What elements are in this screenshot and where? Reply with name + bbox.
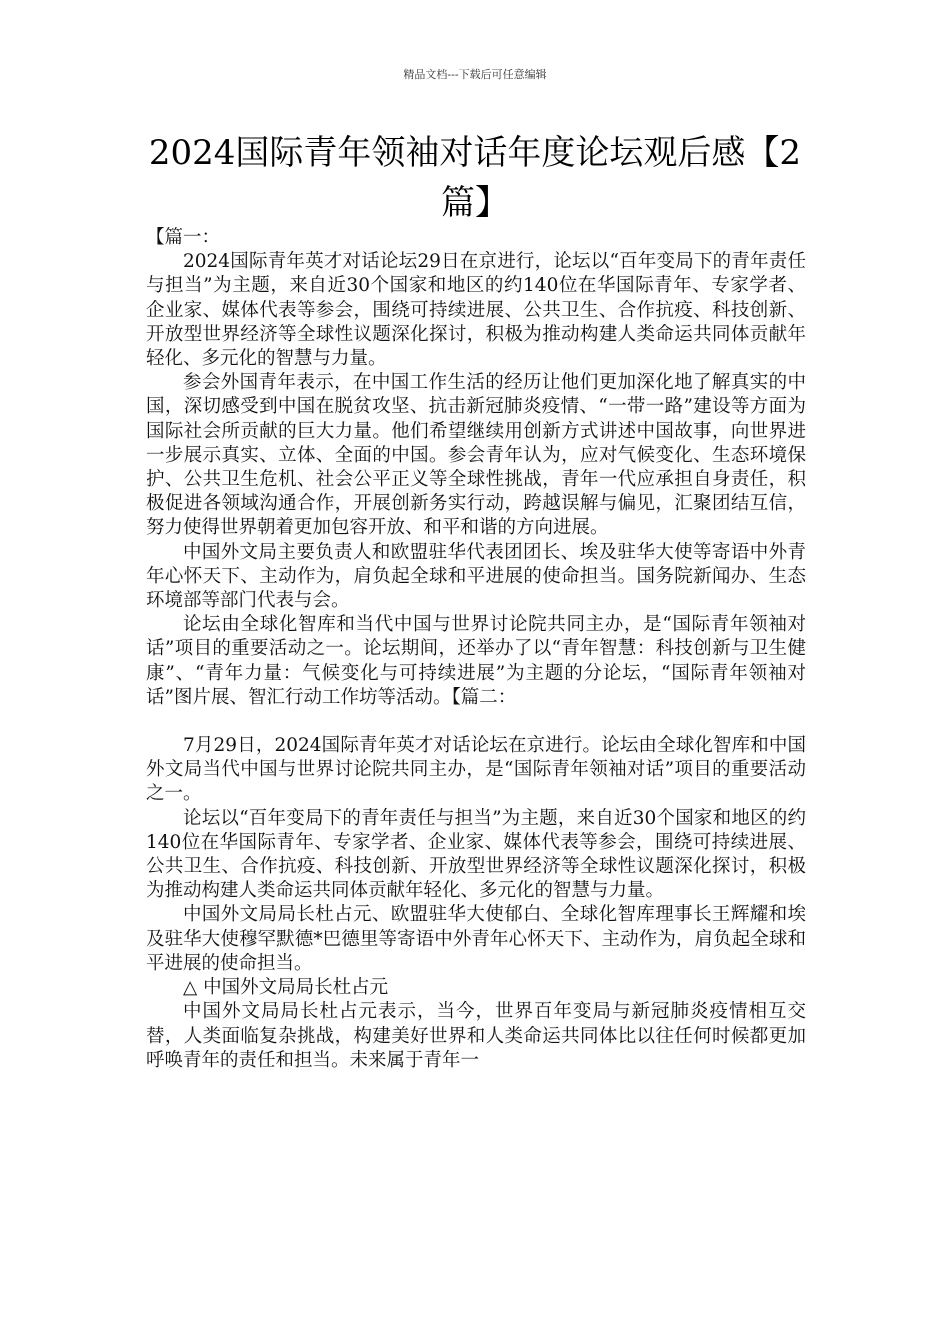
paragraph: 2024国际青年英才对话论坛29日在京进行，论坛以“百年变局下的青年责任与担当”为主题，来自近30个国家和地区的约140位在华国际青年、专家学者、企业家、媒体代表等参会，围绕可持续进展、公共卫生、合作抗疫、科技创新、开放型世界经济等全球性议题深化探讨，积极为推动构建人类命运共同体贡献年轻化、多元化的智慧与力量。: [146, 251, 806, 370]
caption: △ 中国外文局局长杜占元: [183, 977, 389, 999]
paragraph: 中国外文局局长杜占元表示，当今，世界百年变局与新冠肺炎疫情相互交替，人类面临复杂挑战，构建美好世界和人类命运共同体比以往任何时候都更加呼唤青年的责任和担当。未来属于青年一: [146, 1001, 806, 1071]
paragraph: 参会外国青年表示，在中国工作生活的经历让他们更加深化地了解真实的中国，深切感受到中国在脱贫攻坚、抗击新冠肺炎疫情、“一带一路”建设等方面为国际社会所贡献的巨大力量。他们希望继续用创新方式讲述中国故事，向世界进一步展示真实、立体、全面的中国。参会青年认为，应对气候变化、生态环境保护、公共卫生危机、社会公平正义等全球性挑战，青年一代应承担自身责任，积极促进各领域沟通合作，开展创新务实行动，跨越误解与偏见，汇聚团结互信，努力使得世界朝着更加包容开放、和平和谐的方向进展。: [146, 372, 806, 539]
document-title: 2024国际青年领袖对话年度论坛观后感【2篇】: [148, 133, 802, 223]
paragraph: 论坛由全球化智库和当代中国与世界讨论院共同主办，是“国际青年领袖对话”项目的重要活动之一。论坛期间，还举办了以“青年智慧：科技创新与卫生健康”、“青年力量：气候变化与可持续进展”为主题的分论坛，“国际青年领袖对话”图片展、智汇行动工作坊等活动。【篇二：: [146, 614, 806, 708]
section-label: 【篇一：: [146, 227, 221, 248]
paragraph: 7月29日，2024国际青年英才对话论坛在京进行。论坛由全球化智库和中国外文局当代中国与世界讨论院共同主办，是“国际青年领袖对话”项目的重要活动之一。: [146, 735, 806, 805]
paragraph: 中国外文局主要负责人和欧盟驻华代表团团长、埃及驻华大使等寄语中外青年心怀天下、主动作为，肩负起全球和平进展的使命担当。国务院新闻办、生态环境部等部门代表与会。: [146, 541, 806, 612]
header-note: 精品文档---下载后可任意编辑: [403, 68, 547, 81]
paragraph: 中国外文局局长杜占元、欧盟驻华大使郁白、全球化智库理事长王辉耀和埃及驻华大使穆罕默德*巴德里等寄语中外青年心怀天下、主动作为，肩负起全球和平进展的使命担当。: [146, 904, 806, 974]
paragraph: 论坛以“百年变局下的青年责任与担当”为主题，来自近30个国家和地区的约140位在华国际青年、专家学者、企业家、媒体代表等参会，围绕可持续进展、公共卫生、合作抗疫、科技创新、开放型世界经济等全球性议题深化探讨，积极为推动构建人类命运共同体贡献年轻化、多元化的智慧与力量。: [146, 807, 806, 902]
document-body: [146, 226, 806, 1073]
